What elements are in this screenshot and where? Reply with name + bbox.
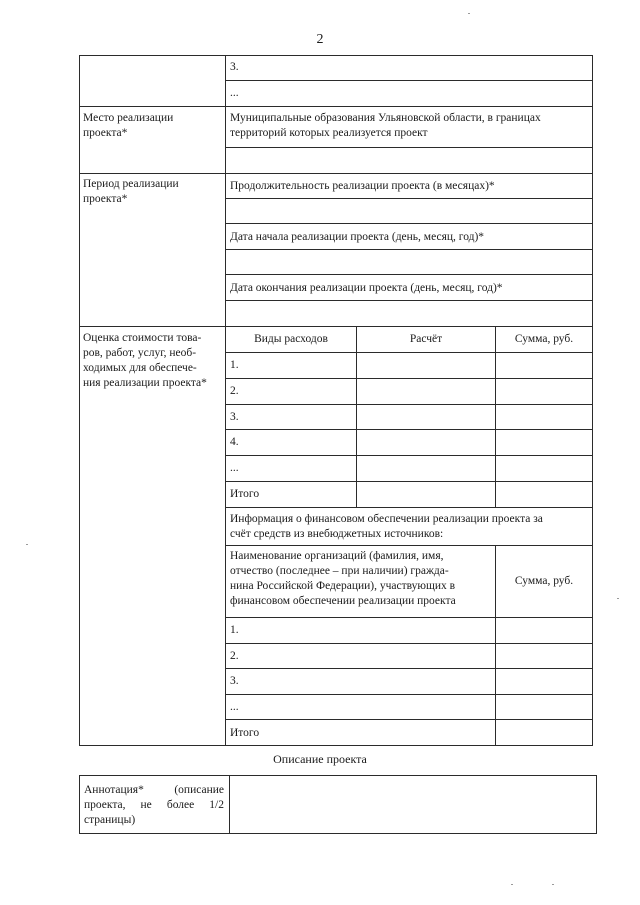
period-duration: Продолжительность реализации проекта (в месяцах)* [230,180,495,192]
cost-label-line-3: ходимых для обеспече- [83,362,197,374]
scan-speck [511,884,513,885]
scan-speck [552,884,554,885]
cost-row-2: 2. [230,385,239,397]
cost-total: Итого [230,488,260,500]
org-header-line-2: отчество (последнее – при наличии) гражда- [230,565,449,577]
scan-speck [468,13,470,14]
cost-label-line-1: Оценка стоимости това- [83,332,202,344]
org-sum-header: Сумма, руб. [514,575,574,587]
page-number: 2 [316,32,324,47]
scan-speck [26,544,28,545]
cost-row-4: 4. [230,436,239,448]
funding-info-line-1: Информация о финансовом обеспечении реализации проекта за [230,513,543,525]
org-row-ellipsis: ... [230,701,239,713]
header-calculation: Расчёт [409,333,443,345]
header-expense-types: Виды расходов [254,333,328,345]
location-value-line-2: территорий которых реализуется проект [230,127,428,139]
org-row-2: 2. [230,650,239,662]
annotation-label-line-2: проекта, не более 1/2 [84,799,224,811]
org-header-line-4: финансовом обеспечении реализации проекта [230,595,456,607]
funding-info-line-2: счёт средств из внебюджетных источников: [230,528,444,540]
annotation-label-line-1: Аннотация* (описание [84,784,224,796]
period-start-date: Дата начала реализации проекта (день, месяц, год)* [230,231,485,243]
cost-row-ellipsis: ... [230,462,239,474]
location-label: Место реализации проекта* [83,112,174,139]
cost-row-3: 3. [230,411,239,423]
cost-row-1: 1. [230,359,239,371]
location-value-line-1: Муниципальные образования Ульяновской области, в границах [230,112,541,124]
top-row-3: 3. [230,61,239,73]
org-header-line-1: Наименование организаций (фамилия, имя, [230,550,444,562]
period-end-date: Дата окончания реализации проекта (день, месяц, год)* [230,282,503,294]
org-header-line-3: нина Российской Федерации), участвующих в [230,580,456,592]
org-row-1: 1. [230,624,239,636]
org-row-3: 3. [230,675,239,687]
cost-label-line-2: ров, работ, услуг, необ- [83,347,197,359]
cost-label-line-4: ния реализации проекта* [83,377,207,389]
header-sum: Сумма, руб. [514,333,574,345]
description-section-title: Описание проекта [273,752,367,766]
top-row-ellipsis: ... [230,87,239,99]
scan-speck [617,598,619,599]
period-label: Период реализации проекта* [83,178,179,205]
org-total: Итого [230,727,260,739]
annotation-label-line-3: страницы) [84,814,136,826]
